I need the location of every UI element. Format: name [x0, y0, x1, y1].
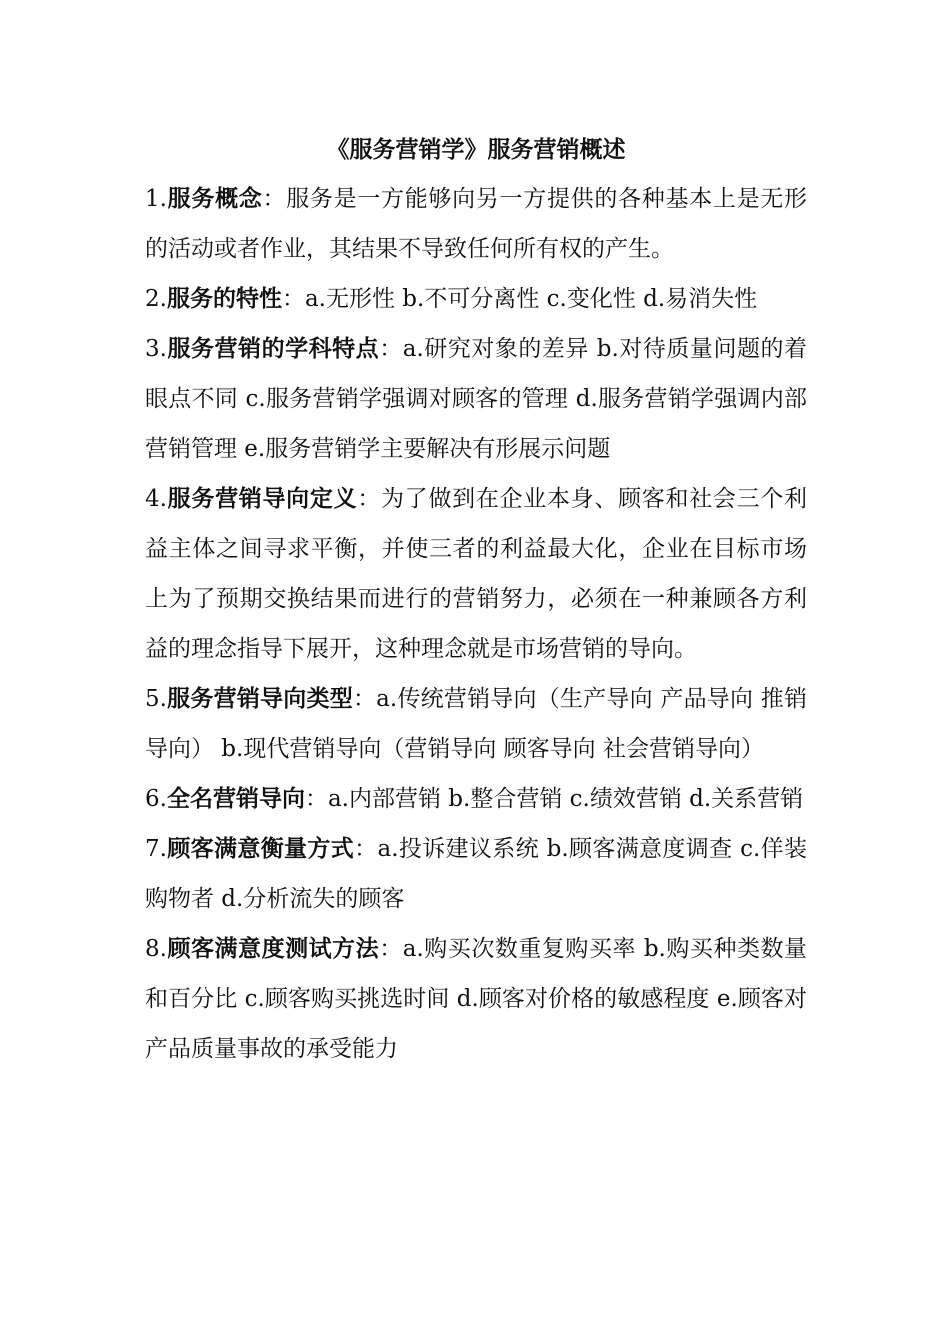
- item-text: a.购买次数重复购买率 b.购买种类数量和百分比 c.顾客购买挑选时间 d.顾客对价格的敏感程度 e.顾客对产品质量事故的承受能力: [145, 936, 808, 1062]
- item-text: a.内部营销 b.整合营销 c.绩效营销 d.关系营销: [327, 786, 804, 812]
- item-colon: ：: [357, 486, 382, 512]
- item-text: 服务是一方能够向另一方提供的各种基本上是无形的活动或者作业，其结果不导致任何所有权的产生。: [145, 186, 808, 262]
- item-number: 3.: [145, 336, 167, 362]
- item-number: 8.: [145, 936, 167, 962]
- item-term: 服务营销导向定义: [166, 485, 358, 512]
- item-text: a.无形性 b.不可分离性 c.变化性 d.易消失性: [304, 286, 758, 312]
- item-term: 服务概念: [166, 185, 263, 212]
- item-colon: ：: [379, 936, 403, 962]
- item-colon: ：: [281, 286, 305, 312]
- item-number: 1.: [145, 186, 167, 212]
- item-term: 顾客满意衡量方式: [166, 835, 355, 862]
- item-colon: ：: [352, 686, 377, 712]
- item-number: 7.: [145, 836, 167, 862]
- item-number: 2.: [145, 286, 167, 312]
- item-term: 全名营销导向: [166, 785, 305, 812]
- item-8: [145, 924, 807, 1074]
- item-2: [145, 274, 807, 324]
- item-3: [145, 324, 807, 474]
- item-1: [145, 174, 807, 274]
- item-text: a.投诉建议系统 b.顾客满意度调查 c.佯装购物者 d.分析流失的顾客: [145, 836, 808, 912]
- document-page: [145, 126, 807, 1074]
- page-title: 《服务营销学》服务营销概述: [326, 136, 626, 163]
- item-number: 5.: [145, 686, 167, 712]
- item-colon: ：: [379, 336, 403, 362]
- item-number: 6.: [145, 786, 167, 812]
- item-7: [145, 824, 807, 924]
- item-colon: ：: [304, 786, 328, 812]
- item-6: [145, 774, 807, 824]
- item-number: 4.: [145, 486, 167, 512]
- item-text: a.传统营销导向（生产导向 产品导向 推销导向） b.现代营销导向（营销导向 顾客导向 社会营销导向）: [145, 686, 808, 762]
- item-colon: ：: [262, 186, 287, 212]
- item-term: 顾客满意度测试方法: [166, 935, 380, 962]
- item-colon: ：: [354, 836, 378, 862]
- item-5: [145, 674, 807, 774]
- item-4: [145, 474, 807, 674]
- item-text: a.研究对象的差异 b.对待质量问题的着眼点不同 c.服务营销学强调对顾客的管理 d.服务营销学强调内部营销管理 e.服务营销学主要解决有形展示问题: [145, 336, 808, 462]
- item-term: 服务的特性: [166, 285, 282, 312]
- item-text: 为了做到在企业本身、顾客和社会三个利益主体之间寻求平衡，并使三者的利益最大化，企业在目标市场上为了预期交换结果而进行的营销努力，必须在一种兼顾各方利益的理念指导下展开，这种理念就是市场营销的导向。: [145, 486, 808, 662]
- item-term: 服务营销的学科特点: [166, 335, 380, 362]
- item-term: 服务营销导向类型: [166, 685, 353, 712]
